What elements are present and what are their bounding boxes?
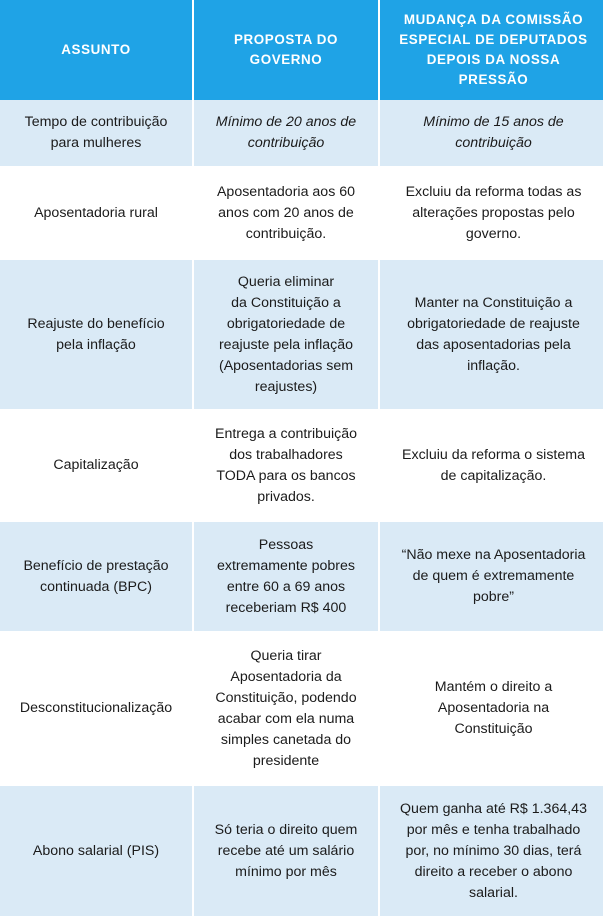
row-7-mudanca: Quem ganha até R$ 1.364,43 por mês e tenha trabalhado por, no mínimo 30 dias, terá direito a receber o abono salarial. <box>380 784 603 916</box>
row-7-assunto: Abono salarial (PIS) <box>0 784 192 916</box>
row-3-mudanca: Manter na Constituição a obrigatoriedade de reajuste das aposentadorias pela inflação. <box>380 258 603 409</box>
row-5-assunto: Benefício de prestação continuada (BPC) <box>0 520 192 631</box>
row-1-mudanca: Mínimo de 15 anos de contribuição <box>380 100 603 166</box>
row-4-mudanca: Excluiu da reforma o sistema de capitalização. <box>380 409 603 520</box>
row-5-mudanca: “Não mexe na Aposentadoria de quem é extremamente pobre” <box>380 520 603 631</box>
row-6-assunto: Desconstitucionalização <box>0 631 192 784</box>
row-1-assunto: Tempo de contribuição para mulheres <box>0 100 192 166</box>
header-mudanca: MUDANÇA DA COMISSÃO ESPECIAL DE DEPUTADOS DEPOIS DA NOSSA PRESSÃO <box>380 0 603 100</box>
row-7-proposta: Só teria o direito quem recebe até um salário mínimo por mês <box>194 784 378 916</box>
row-6-mudanca: Mantém o direito a Aposentadoria na Constituição <box>380 631 603 784</box>
row-2-mudanca: Excluiu da reforma todas as alterações propostas pelo governo. <box>380 166 603 258</box>
row-3-proposta: Queria eliminar da Constituição a obrigatoriedade de reajuste pela inflação (Aposentadorias sem reajustes) <box>194 258 378 409</box>
row-2-proposta: Aposentadoria aos 60 anos com 20 anos de contribuição. <box>194 166 378 258</box>
row-4-assunto: Capitalização <box>0 409 192 520</box>
row-1-proposta: Mínimo de 20 anos de contribuição <box>194 100 378 166</box>
row-4-proposta: Entrega a contribuição dos trabalhadores TODA para os bancos privados. <box>194 409 378 520</box>
row-3-assunto: Reajuste do benefício pela inflação <box>0 258 192 409</box>
header-proposta: PROPOSTA DO GOVERNO <box>194 0 378 100</box>
row-2-assunto: Aposentadoria rural <box>0 166 192 258</box>
row-6-proposta: Queria tirar Aposentadoria da Constituição, podendo acabar com ela numa simples canetada do presidente <box>194 631 378 784</box>
row-5-proposta: Pessoas extremamente pobres entre 60 a 69 anos receberiam R$ 400 <box>194 520 378 631</box>
header-assunto: ASSUNTO <box>0 0 192 100</box>
